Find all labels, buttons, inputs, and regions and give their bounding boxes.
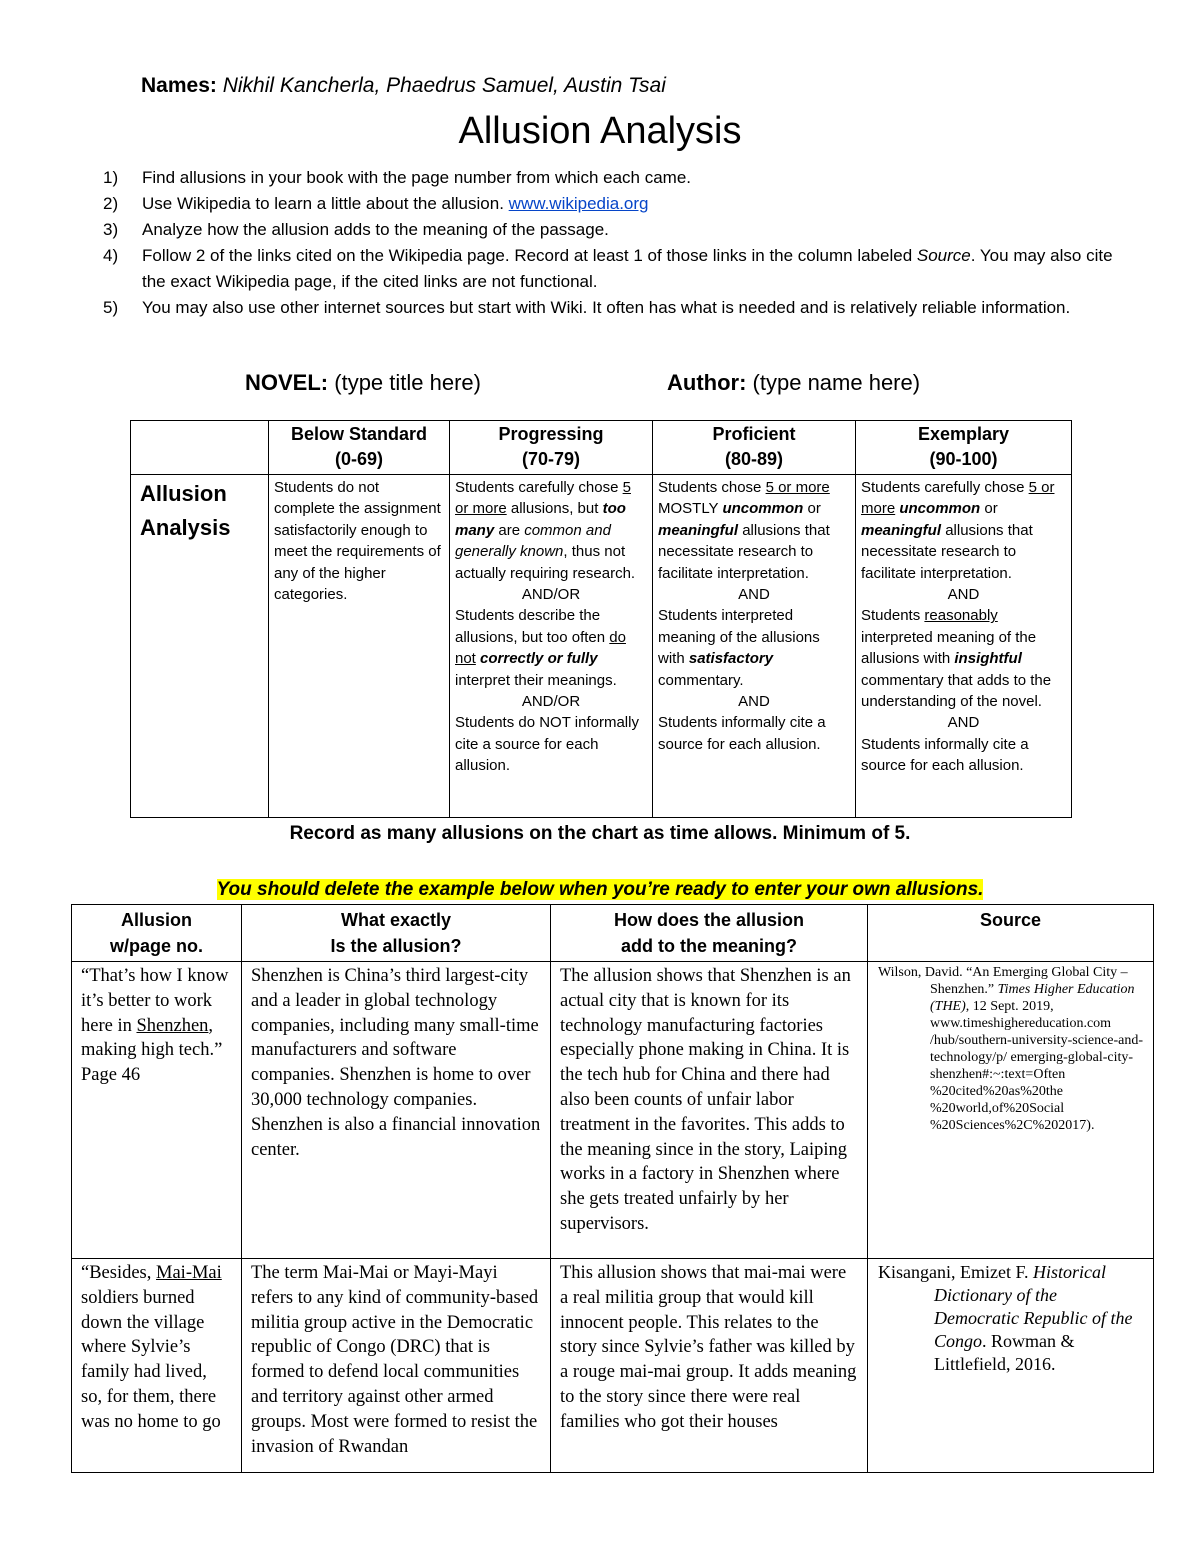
names-value: Nikhil Kancherla, Phaedrus Samuel, Austin Tsai: [222, 74, 666, 97]
rubric-cell-progressing: Students carefully chose 5 or more allusions, but too many are common and generally known, thus not actually requiring research. AND/OR Students describe the allusions, but too often do not correctly or fully interpret their meanings. AND/OR Students do NOT informally cite a source for each allusion.: [450, 475, 653, 818]
allusion-header: How does the allusion add to the meaning?: [551, 905, 868, 962]
page-title: Allusion Analysis: [458, 110, 742, 152]
novel-field[interactable]: NOVEL: (type title here): [245, 370, 481, 395]
allusion-quote-cell[interactable]: “That’s how I know it’s better to work here in Shenzhen, making high tech.” Page 46: [72, 962, 242, 1259]
rubric-row: [131, 475, 1072, 818]
rubric-header: Exemplary (90-100): [856, 421, 1072, 475]
rubric-cell-below: Students do not complete the assignment satisfactorily enough to meet the requirements of any of the higher categories.: [269, 475, 450, 818]
rubric-header: Below Standard (0-69): [269, 421, 450, 475]
instruction-item: 1) Find allusions in your book with the page number from which each came.: [103, 168, 692, 187]
allusion-what-cell[interactable]: The term Mai-Mai or Mayi-Mayi refers to any kind of community-based militia group active in the Democratic republic of Congo (DRC) that is formed to defend local communities and territory against other armed groups. Most were formed to resist the invasion of Rwandan: [242, 1259, 551, 1473]
table-row: [72, 962, 1154, 1259]
allusion-table: [71, 904, 1154, 1473]
allusion-source-cell[interactable]: Wilson, David. “An Emerging Global City – Shenzhen.” Times Higher Education (THE), 12 Sept. 2019, www.timeshighereducation.com /hub/southern-university-science-and-technology/p/ emerging-global-city-shenzhen#:~:text=Often %20cited%20as%20the %20world,of%20Social %20Sciences%2C%202017).: [868, 962, 1154, 1259]
allusion-header-row: [72, 905, 1154, 962]
allusion-source-cell[interactable]: Kisangani, Emizet F. Historical Dictionary of the Democratic Republic of the Congo. Rowman & Littlefield, 2016.: [868, 1259, 1154, 1473]
rubric-cell-exemplary: Students carefully chose 5 or more uncommon or meaningful allusions that necessitate research to facilitate interpretation. AND Students reasonably interpreted meaning of the allusions with insightful commentary that adds to the understanding of the novel. AND Students informally cite a source for each allusion.: [856, 475, 1072, 818]
rubric-header: Proficient (80-89): [653, 421, 856, 475]
rubric-header: Progressing (70-79): [450, 421, 653, 475]
allusion-what-cell[interactable]: Shenzhen is China’s third largest-city and a leader in global technology companies, including many small-time manufacturers and software companies. Shenzhen is home to over 30,000 technology companies. Shenzhen is also a financial innovation center.: [242, 962, 551, 1259]
allusion-header: What exactly Is the allusion?: [242, 905, 551, 962]
instruction-item: 3) Analyze how the allusion adds to the meaning of the passage.: [103, 220, 609, 239]
rubric-header-row: [131, 421, 1072, 475]
names-label: Names:: [141, 74, 217, 97]
instruction-item: 4) Follow 2 of the links cited on the Wikipedia page. Record at least 1 of those links in the column labeled Source. You may also cite the exact Wikipedia page, if the cited links are not functional.: [103, 246, 1113, 291]
allusion-header: Source: [868, 905, 1154, 962]
instructions-list: [103, 165, 1133, 321]
allusion-header: Allusion w/page no.: [72, 905, 242, 962]
rubric-table: [130, 420, 1072, 818]
allusion-how-cell[interactable]: The allusion shows that Shenzhen is an actual city that is known for its technology manufacturing factories especially phone making in China. It is the tech hub for China and there had also been counts of unfair labor treatment in the favorites. This adds to the meaning since in the story, Laiping works in a factory in Shenzhen where she gets treated unfairly by her supervisors.: [551, 962, 868, 1259]
instruction-item: 5) You may also use other internet sources but start with Wiki. It often has what is needed and is relatively reliable information.: [103, 298, 1071, 317]
allusion-quote-cell[interactable]: “Besides, Mai-Mai soldiers burned down the village where Sylvie’s family had lived, so, for them, there was no home to go: [72, 1259, 242, 1473]
wikipedia-link[interactable]: www.wikipedia.org: [508, 194, 649, 213]
table-row: [72, 1259, 1154, 1473]
author-field[interactable]: Author: (type name here): [667, 370, 921, 395]
rubric-cell-proficient: Students chose 5 or more MOSTLY uncommon or meaningful allusions that necessitate research to facilitate interpretation. AND Students interpreted meaning of the allusions with satisfactory commentary. AND Students informally cite a source for each allusion.: [653, 475, 856, 818]
names-line: [141, 74, 666, 98]
rubric-corner: [131, 421, 269, 475]
delete-example-note: You should delete the example below when you’re ready to enter your own allusions.: [216, 879, 984, 900]
rubric-row-label: Allusion Analysis: [131, 475, 269, 818]
allusion-how-cell[interactable]: This allusion shows that mai-mai were a real militia group that would kill innocent people. This relates to the story since Sylvie’s father was killed by a rouge mai-mai group. It adds meaning to the story since there were real families who got their houses: [551, 1259, 868, 1473]
instruction-item: 2) Use Wikipedia to learn a little about the allusion. www.wikipedia.org: [103, 194, 649, 213]
record-note: Record as many allusions on the chart as time allows. Minimum of 5.: [289, 823, 911, 844]
